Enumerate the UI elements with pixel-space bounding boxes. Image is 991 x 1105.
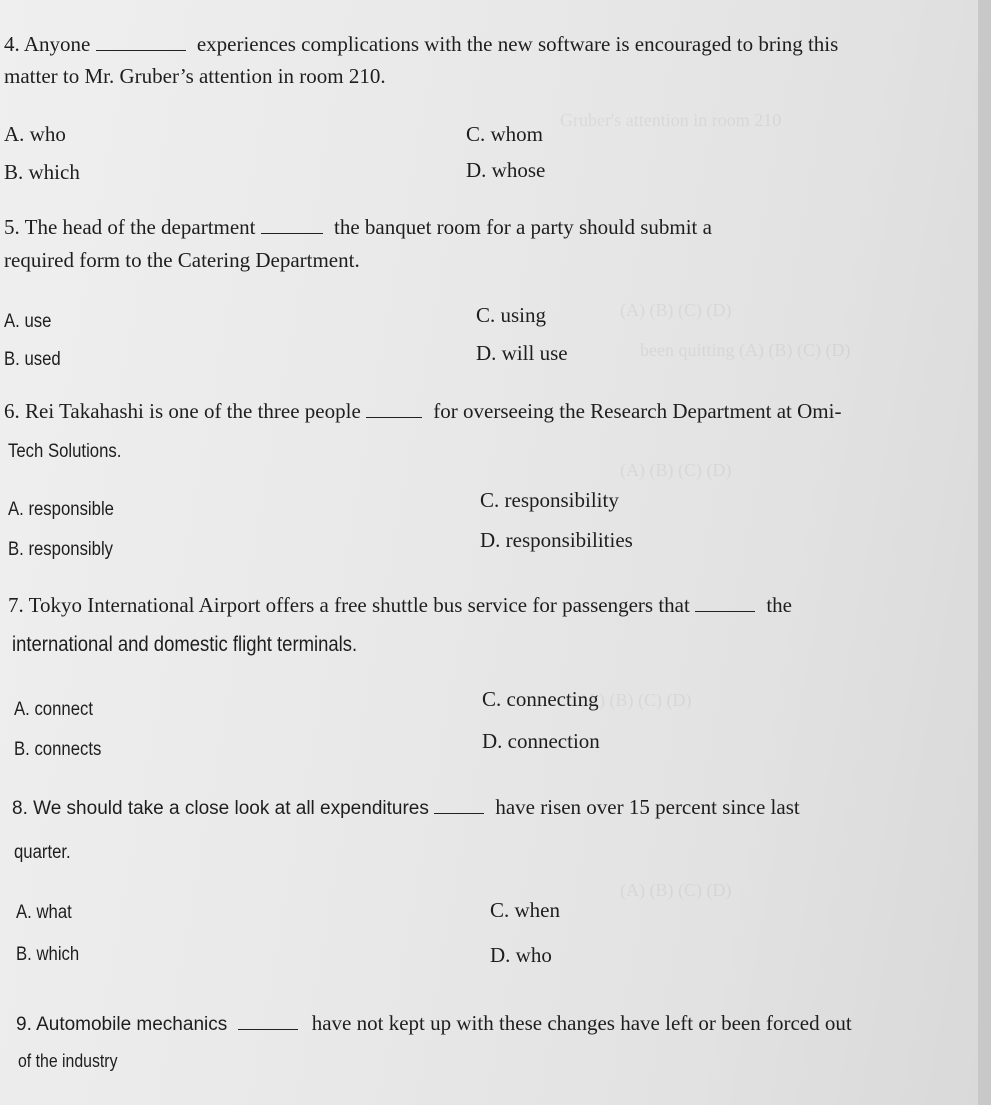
question-4-text-start: 4. Anyone	[4, 32, 91, 56]
option-4a[interactable]: A. who	[4, 122, 66, 146]
question-8-text-end: have risen over 15 percent since last	[495, 795, 800, 819]
question-6-text-start: 6. Rei Takahashi is one of the three people	[4, 399, 361, 423]
answer-blank-7[interactable]	[695, 590, 755, 612]
option-7a[interactable]: A. connect	[14, 699, 94, 720]
question-9-line-2: of the industry	[18, 1051, 118, 1071]
question-8-text-start: 8. We should take a close look at all expenditures	[12, 798, 429, 819]
option-6d[interactable]: D. responsibilities	[480, 528, 633, 552]
answer-blank-9[interactable]	[238, 1008, 298, 1030]
question-5-text-end: the banquet room for a party should submit a	[334, 215, 712, 239]
question-9-text-end: have not kept up with these changes have left or been forced out	[311, 1011, 852, 1035]
question-9-text-start: 9. Automobile mechanics	[16, 1014, 228, 1035]
option-6b[interactable]: B. responsibly	[8, 539, 114, 560]
answer-blank-6[interactable]	[366, 396, 422, 418]
question-7-line-2: international and domestic flight terminals.	[12, 633, 358, 656]
question-8-line-2: quarter.	[14, 842, 71, 863]
option-7c[interactable]: C. connecting	[482, 687, 599, 711]
option-4c[interactable]: C. whom	[466, 122, 544, 146]
question-4	[4, 29, 838, 55]
answer-blank-5[interactable]	[261, 212, 323, 234]
question-8	[12, 792, 800, 818]
question-6-line-2: Tech Solutions.	[8, 441, 122, 462]
option-5c[interactable]: C. using	[476, 303, 547, 327]
question-7	[8, 590, 792, 616]
question-4-text-end: experiences complications with the new software is encouraged to bring this	[196, 32, 839, 56]
question-5	[4, 212, 712, 238]
option-7b[interactable]: B. connects	[14, 739, 102, 760]
question-7-text-start: 7. Tokyo International Airport offers a free shuttle bus service for passengers that	[8, 593, 690, 617]
option-4b[interactable]: B. which	[4, 160, 80, 184]
option-6c[interactable]: C. responsibility	[480, 488, 619, 512]
page-edge-shadow	[978, 0, 991, 1105]
option-4d[interactable]: D. whose	[466, 158, 546, 182]
question-5-line-2: required form to the Catering Department.	[4, 248, 360, 272]
option-5d[interactable]: D. will use	[476, 341, 568, 365]
question-9	[16, 1008, 852, 1034]
question-7-text-end: the	[766, 593, 792, 617]
worksheet-page: Gruber's attention in room 210 (A) (B) (C) (D) been quitting (A) (B) (C) (D) (A) (B) (C) (D) (A) (B) (C) (D) (A) (B) (C) (D) 4. Anyone experiences complications with the new software is encouraged to bring this matter to Mr. Gruber’s attention in room 210. A. who B. which C. whom D. whose 5. The head of the department the banquet room for a party should submit a required form to the Catering Department. A. use B. used C. using D. will use 6. Rei Takahashi is one of the three people for overseeing the Research Department at Omi- Tech Solutions. A. responsible B. responsibly C. responsibility D. responsibilities 7. Tokyo International Airport offers a free shuttle bus service for passengers that the international and domestic flight terminals. A. connect B. connects C. connecting D. connection 8. We should take a close look at all expenditures have risen over 15 percent since last quarter. A. what B. which C. when D. who 9. Automobile mechanics have not kept up with these changes have left or been forced out of the industry	[0, 0, 978, 1105]
option-7d[interactable]: D. connection	[482, 729, 600, 753]
answer-blank-8[interactable]	[434, 792, 484, 814]
question-4-line-2: matter to Mr. Gruber’s attention in room 210.	[4, 64, 386, 88]
answer-blank-4[interactable]	[96, 29, 186, 51]
option-8b[interactable]: B. which	[16, 944, 80, 965]
option-5b[interactable]: B. used	[4, 349, 61, 370]
question-6-text-end: for overseeing the Research Department at Omi-	[433, 399, 842, 423]
question-6	[4, 396, 841, 422]
option-8c[interactable]: C. when	[490, 898, 560, 922]
option-8d[interactable]: D. who	[490, 943, 552, 967]
option-6a[interactable]: A. responsible	[8, 499, 114, 520]
option-5a[interactable]: A. use	[4, 311, 52, 332]
question-5-text-start: 5. The head of the department	[4, 215, 256, 239]
option-8a[interactable]: A. what	[16, 902, 72, 923]
